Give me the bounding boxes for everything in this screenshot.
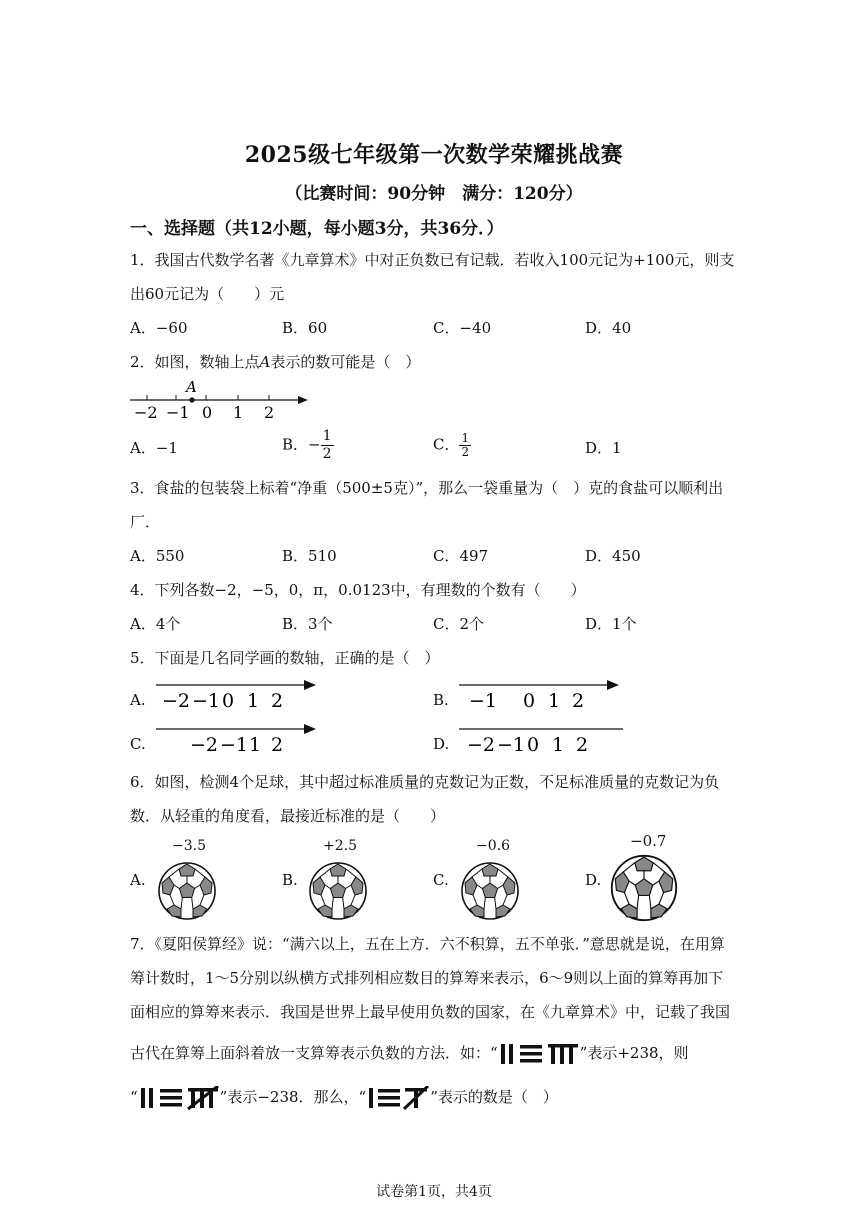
q5-stem: 5．下面是几名同学画的数轴，正确的是（ ）: [130, 649, 440, 667]
q2-axis-label: 1: [233, 403, 244, 422]
q2-stem-start: 2．如图，数轴上点: [130, 353, 260, 371]
q5-c-label: −1: [220, 734, 249, 756]
q1-option-c[interactable]: C．−40: [433, 319, 492, 337]
q5-c-label: 2: [271, 734, 284, 756]
q2-option-b[interactable]: [282, 428, 334, 463]
counting-rods-positive-icon: [498, 1042, 580, 1066]
q6-value-c: −0.6: [476, 838, 510, 854]
q4-option-c[interactable]: C．2个: [433, 615, 485, 633]
q2-point-a-dot: [189, 397, 194, 402]
q3-stem-line1: 3．食盐的包装袋上标着“净重（500±5克）”，那么一袋重量为（ ）克的食盐可以顺利出: [130, 479, 724, 497]
q6-stem-line2: 数．从轻重的角度看，最接近标准的是（ ）: [130, 807, 446, 825]
q6-ball-b-icon: [305, 858, 371, 924]
q6-option-b-letter[interactable]: B.: [282, 871, 298, 889]
q2-stem-end: 表示的数可能是（ ）: [270, 353, 421, 371]
q7-line5-open-quote: “: [130, 1088, 138, 1106]
q5-a-label: −2: [162, 690, 191, 712]
q3-option-a[interactable]: A．550: [130, 547, 185, 565]
q3-option-d[interactable]: D．450: [585, 547, 641, 565]
q5-d-label: 1: [552, 734, 565, 756]
q7-line5-middle: ”表示−238．那么，“: [219, 1088, 367, 1106]
fraction-denominator: 2: [322, 446, 332, 462]
q6-option-c-letter[interactable]: C.: [433, 871, 449, 889]
q6-ball-c-icon: [457, 858, 523, 924]
fraction-numerator: 1: [322, 428, 332, 444]
q4-option-d[interactable]: D．1个: [585, 615, 637, 633]
q5-option-a-axis: [150, 674, 325, 714]
q5-c-label: 1: [249, 734, 262, 756]
q6-stem-line1: 6．如图，检测4个足球，其中超过标准质量的克数记为正数，不足标准质量的克数记为负: [130, 773, 720, 791]
q2-option-b-prefix: B．−: [282, 435, 321, 454]
q5-d-label: −2: [467, 734, 496, 756]
q1-option-d[interactable]: D．40: [585, 319, 632, 337]
q5-b-label: 0: [523, 690, 536, 712]
q2-option-c-prefix: C．: [433, 435, 460, 454]
q7-stem-line5: [130, 1086, 558, 1110]
counting-rods-negative-icon: [138, 1086, 220, 1110]
q1-stem-line1: 1．我国古代数学名著《九章算术》中对正负数已有记载．若收入100元记为+100元，则支: [130, 251, 735, 269]
q4-option-b[interactable]: B．3个: [282, 615, 333, 633]
fraction-denominator: 2: [461, 445, 470, 459]
q6-value-d: −0.7: [630, 832, 667, 850]
q5-option-d-letter[interactable]: D.: [433, 735, 450, 753]
q5-option-b-axis: [455, 674, 630, 714]
counting-rods-question-icon: [366, 1086, 430, 1110]
q4-stem: 4．下列各数−2，−5，0，π，0.0123中，有理数的个数有（ ）: [130, 581, 586, 599]
q7-line4-start: 古代在算筹上面斜着放一支算筹表示负数的方法．如：“: [130, 1044, 498, 1062]
q5-c-label: −2: [190, 734, 219, 756]
q6-value-b: +2.5: [323, 838, 357, 854]
q7-line4-end: ”表示+238，则: [579, 1044, 689, 1062]
q2-axis-point-label: A: [186, 378, 197, 396]
q2-stem: [130, 352, 420, 372]
q5-b-label: 1: [548, 690, 561, 712]
q5-d-label: −1: [497, 734, 526, 756]
q5-option-c-letter[interactable]: C.: [130, 735, 146, 753]
q2-option-c-fraction: [459, 432, 471, 459]
q5-a-label: −1: [192, 690, 221, 712]
page-footer: 试卷第1页，共4页: [376, 1184, 492, 1200]
q2-option-a[interactable]: A．−1: [130, 439, 178, 457]
q7-stem-line1: 7．《夏阳侯算经》说：“满六以上，五在上方．六不积算，五不单张．”意思就是说，在用算: [130, 935, 725, 953]
q6-ball-d-icon: [608, 852, 680, 924]
q2-axis-label: −2: [134, 403, 158, 422]
q5-a-label: 0: [222, 690, 235, 712]
q5-option-c-axis: [150, 718, 325, 758]
q2-option-d[interactable]: D．1: [585, 439, 622, 457]
q6-value-a: −3.5: [172, 838, 206, 854]
q2-option-c[interactable]: [433, 432, 471, 459]
q5-option-b-letter[interactable]: B.: [433, 691, 449, 709]
q3-stem-line2: 厂．: [130, 513, 161, 531]
q5-b-label: 2: [572, 690, 585, 712]
section-heading: 一、选择题（共12小题，每小题3分，共36分．）: [130, 219, 504, 239]
exam-info: （比赛时间：90分钟 满分：120分）: [285, 184, 583, 204]
q5-a-label: 2: [271, 690, 284, 712]
q6-option-d-letter[interactable]: D.: [585, 871, 602, 889]
q1-option-b[interactable]: B．60: [282, 319, 328, 337]
page-title: 2025级七年级第一次数学荣耀挑战赛: [244, 142, 624, 168]
q7-line5-end: ”表示的数是（ ）: [430, 1088, 558, 1106]
q1-stem-line2: 出60元记为（ ）元: [130, 285, 285, 303]
q7-stem-line4: [130, 1042, 689, 1066]
q5-d-label: 0: [527, 734, 540, 756]
q2-axis-label: 2: [264, 403, 275, 422]
q5-a-label: 1: [247, 690, 260, 712]
q1-option-a[interactable]: A．−60: [130, 319, 188, 337]
q4-option-a[interactable]: A．4个: [130, 615, 181, 633]
q5-d-label: 2: [576, 734, 589, 756]
q5-b-label: −1: [469, 690, 498, 712]
q3-option-c[interactable]: C．497: [433, 547, 489, 565]
q7-stem-line3: 面相应的算筹来表示．我国是世界上最早使用负数的国家，在《九章算术》中，记载了我国: [130, 1003, 731, 1021]
q5-option-d-axis: [455, 718, 630, 758]
q2-axis-label: −1: [166, 403, 190, 422]
q7-stem-line2: 筹计数时，1～5分别以纵横方式排列相应数目的算筹来表示，6～9则以上面的算筹再加下: [130, 969, 724, 987]
q6-ball-a-icon: [154, 858, 220, 924]
q2-option-b-fraction: [321, 428, 334, 463]
q6-option-a-letter[interactable]: A.: [130, 871, 146, 889]
q5-option-a-letter[interactable]: A.: [130, 691, 146, 709]
q2-number-line: [126, 378, 316, 422]
q3-option-b[interactable]: B．510: [282, 547, 337, 565]
fraction-numerator: 1: [461, 431, 470, 445]
q2-point-label: A: [259, 353, 271, 371]
q2-axis-label: 0: [202, 403, 213, 422]
